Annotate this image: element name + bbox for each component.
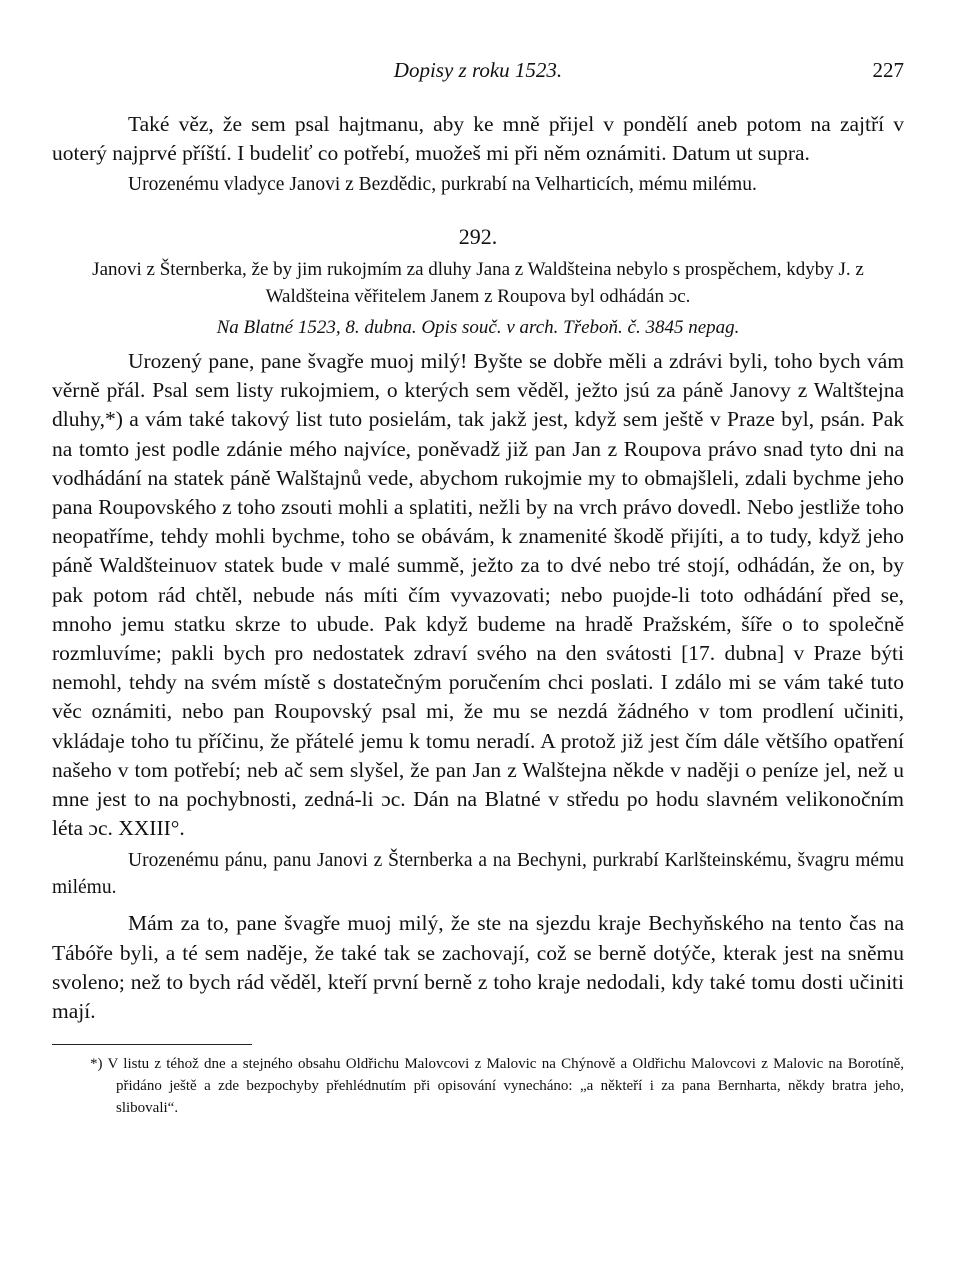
letter-regest: Janovi z Šternberka, že by jim rukojmím za dluhy Jana z Waldšteina nebylo s prospěchem, kdyby J. z Waldšteina věřitelem Janem z Roupova byl odhádán ɔc. bbox=[92, 259, 864, 307]
footnote-rule bbox=[52, 1044, 252, 1045]
running-head bbox=[52, 58, 904, 88]
page-number: 227 bbox=[872, 58, 904, 82]
running-title: Dopisy z roku 1523. bbox=[393, 58, 563, 82]
letter-postscript: Mám za to, pane švagře muoj milý, že ste na sjezdu kraje Bechyňského na tento čas na Tábóře byli, a té sem naděje, že také tak se zachovají, což se berně dotýče, kterak jest na sněmu svoleno; než to bych rád věděl, kteří první berně z toho kraje nedodali, kdy také tomu dosti učiniti mají. bbox=[52, 911, 904, 1024]
previous-letter-text: Také věz, že sem psal hajtmanu, aby ke mně přijel v pondělí aneb potom na zajtří v uoterý najprvé příští. I budeliť co potřebí, muožeš mi při něm oznámiti. Datum ut supra. bbox=[52, 112, 904, 165]
previous-letter-address: Urozenému vladyce Janovi z Bezdědic, purkrabí na Velharticích, mému milému. bbox=[128, 174, 757, 195]
letter-address: Urozenému pánu, panu Janovi z Šternberka a na Bechyni, purkrabí Karlšteinskému, švagru mému milému. bbox=[52, 850, 904, 899]
document-page bbox=[52, 58, 904, 1119]
letter-body: Urozený pane, pane švagře muoj milý! Byšte se dobře měli a zdrávi byli, toho bych vám věrně přál. Psal sem listy rukojmiem, o kterých sem věděl, ježto jsú za páně Janovy z Waltštejna dluhy,*) a vám také takový list tuto posielám, tak jakž jest, když sem ještě v Praze byl, psán. Pak na tomto jest podle zdánie mého najvíce, poněvadž již pan Jan z Roupova právo snad tyto dni na vodhádání na statek páně Walštajnů vede, abychom rukojmie my to obmajšleli, zdali bychme jeho pana Roupovského z toho zsouti mohli a splatiti, nežli by na vrch právo dovedl. Nebo jestliže toho neopatříme, tehdy mohli bychme, toho se obávám, k znamenité škodě přijíti, a to tudy, když jeho páně Waldšteinuov statek bude v malé summě, ježto za to dvé nebo tré stojí, odhádán, že on, by pak potom rád chtěl, nebude nás míti čím vyvazovati; nebo puojde-li toto odhádání před se, mnoho jemu statku skrze to ubude. Pak když budeme na hradě Pražském, šíře o to společně rozmluvíme; pakli bych pro nedostatek zdraví svého na den svátosti [17. dubna] v Praze býti nemohl, tehdy na svém místě s dostatečným poručením chci poslati. I zdálo mi se vám také tuto věc oznámiti, nebo pan Roupovský psal mi, že mu se nezdá žádného v tom prodlení učiniti, vkládaje toho tu příčinu, že přátelé jemu k tomu neradí. A protož již jest čím dále většího opatření našeho v tom potřebí; neb ač sem slyšel, že pan Jan z Walštejna někde v naději o peníze jel, než u mne jest to na pochybnosti, zedná-li ɔc. Dán na Blatné v středu po hodu slavném velikonočním léta ɔc. XXIII°. bbox=[52, 349, 904, 841]
letter-source: Na Blatné 1523, 8. dubna. Opis souč. v arch. Třeboň. č. 3845 nepag. bbox=[216, 317, 740, 338]
footnote: *) V listu z téhož dne a stejného obsahu Oldřichu Malovcovi z Malovic na Chýnově a Oldřichu Malovcovi z Malovic na Borotíně, přidáno ještě a zde bezpochyby přehlédnutím při opisování vynecháno: „a někteří i za pana Bernharta, někdy bratra jeho, slibovali“. bbox=[90, 1056, 904, 1117]
letter-number: 292. bbox=[458, 224, 498, 249]
